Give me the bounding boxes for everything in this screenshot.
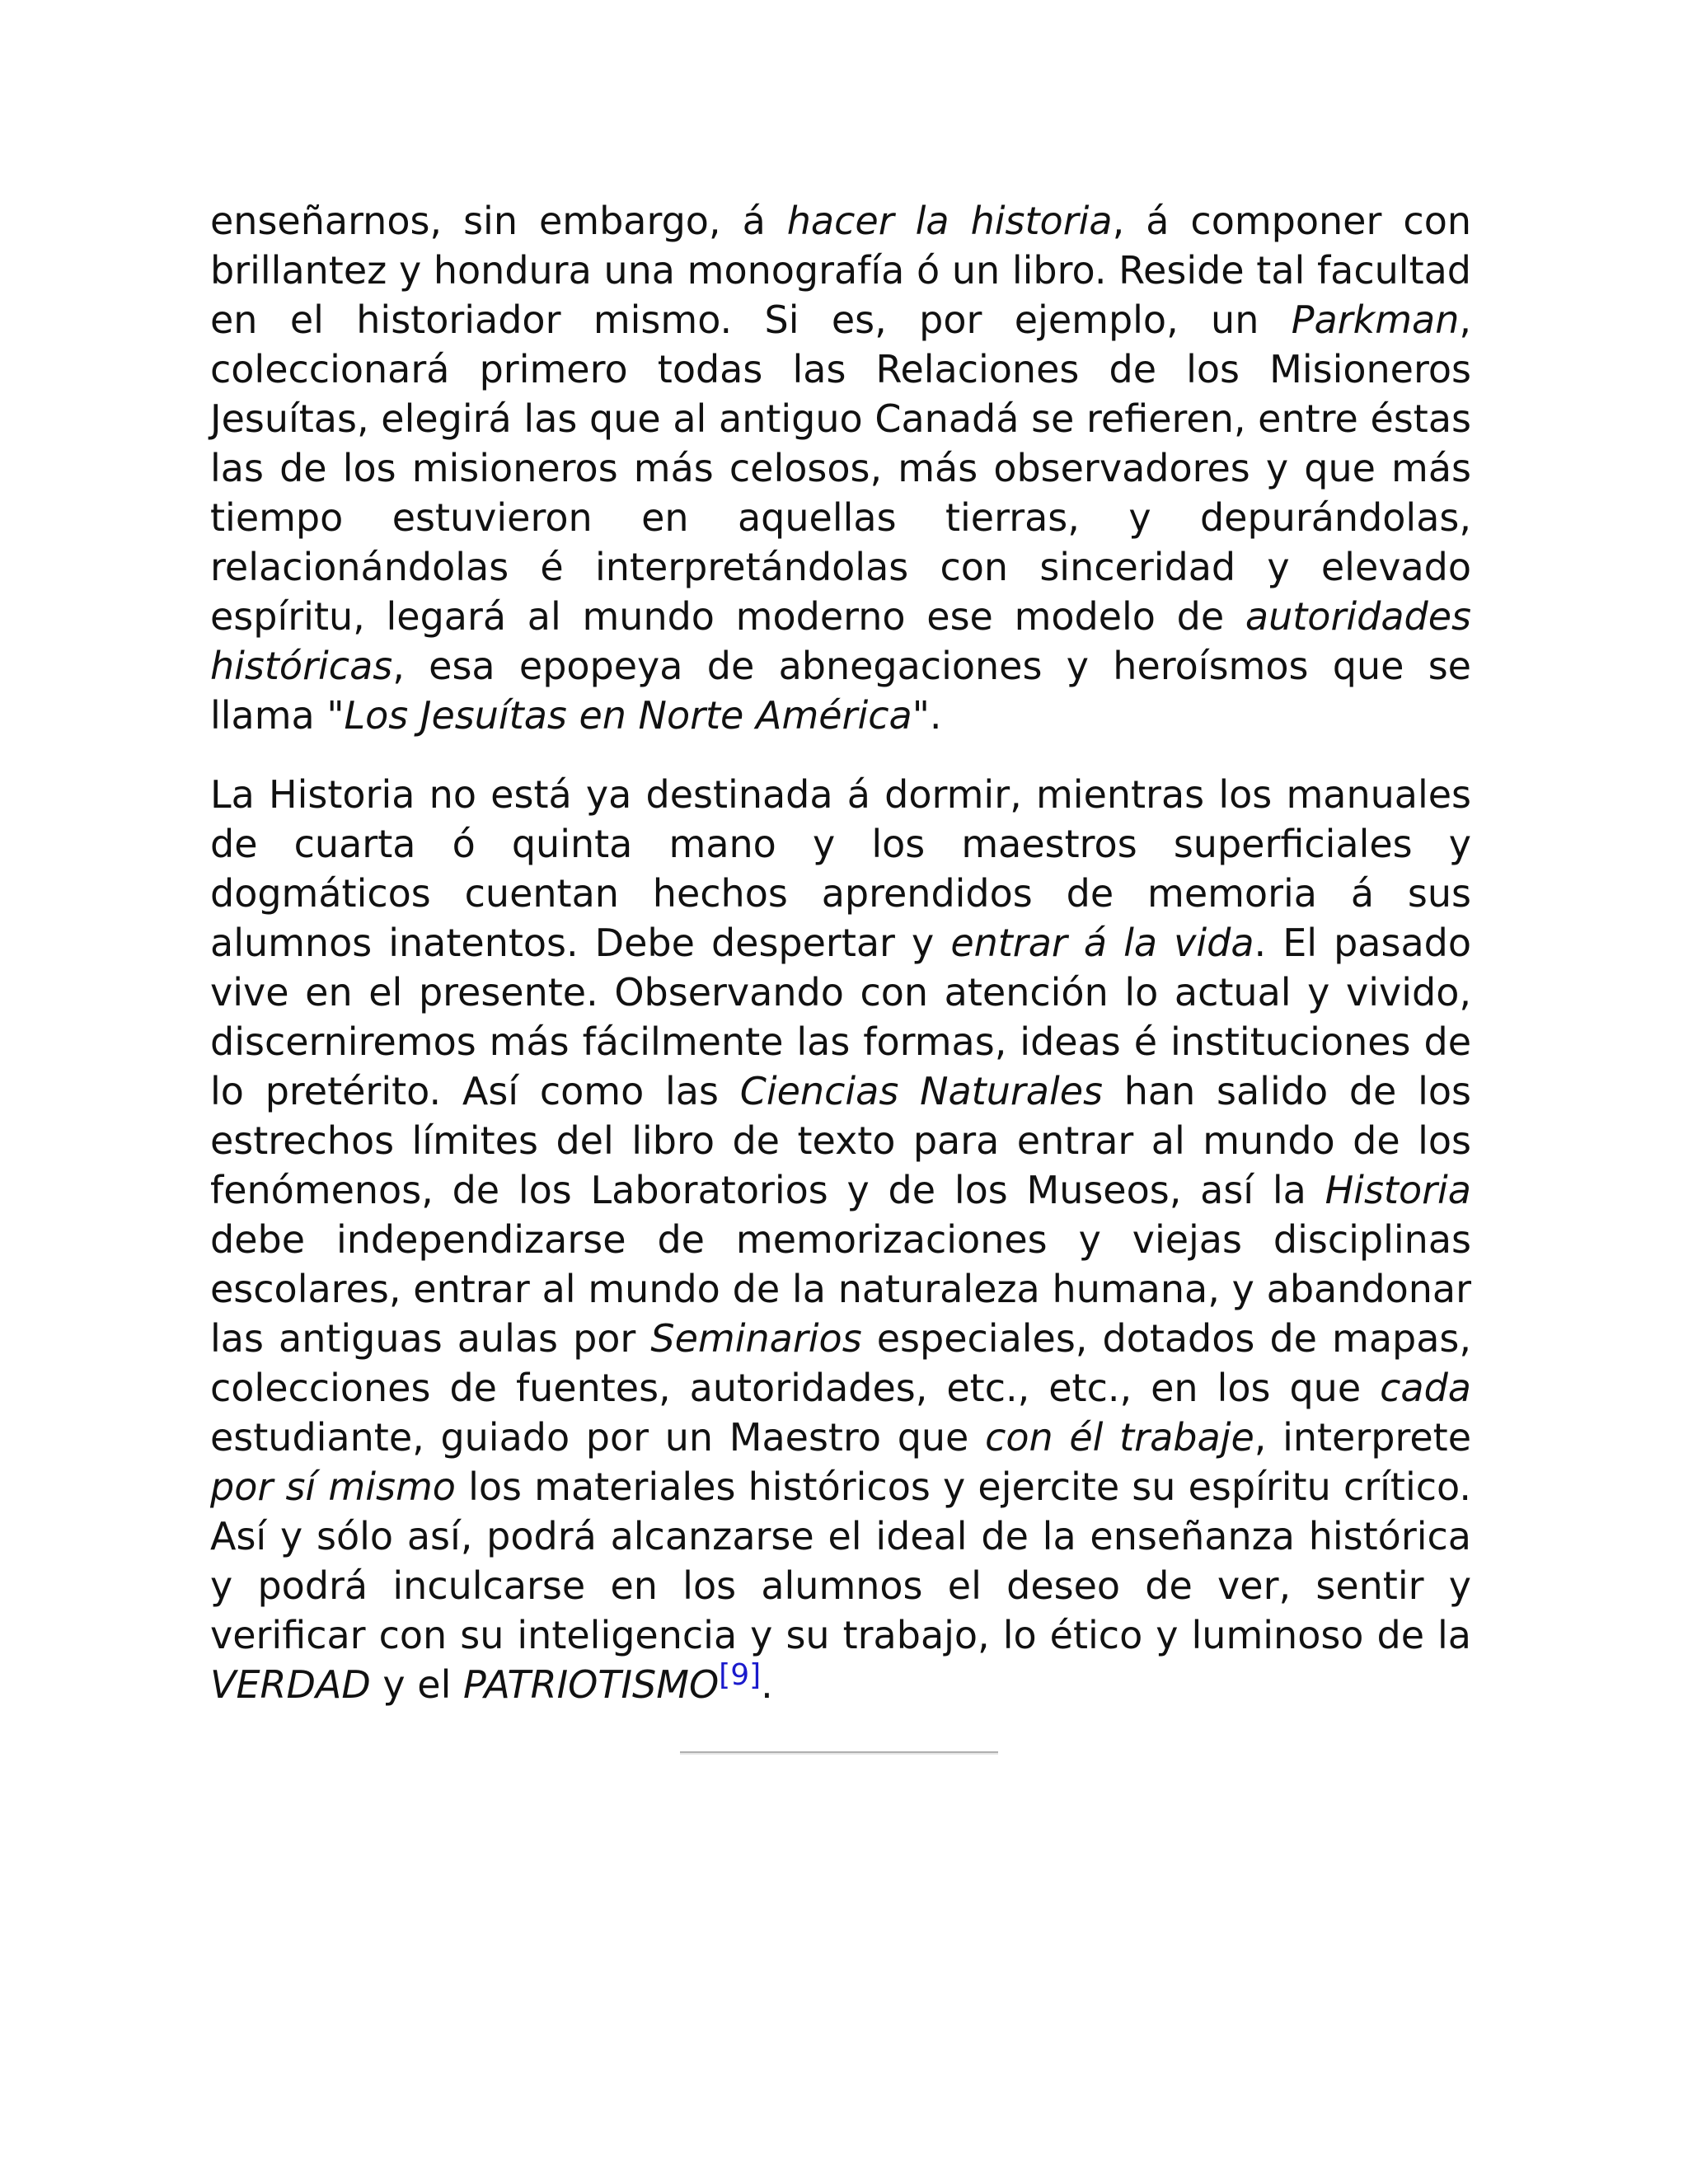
paragraph-2 <box>210 770 1471 1709</box>
paragraph-1-text-5: ". <box>912 693 942 738</box>
paragraph-1-italic-2: Parkman <box>1291 298 1460 342</box>
paragraph-1-text-2: , á componer con brillantez y hondura una monografía ó un libro. Reside tal facultad en el historiador mismo. Si es, por ejemplo, un <box>210 199 1471 342</box>
document-body <box>210 196 1471 1739</box>
paragraph-2-italic-1: entrar á la vida <box>950 921 1254 965</box>
paragraph-1-text-4: , esa epopeya de abnegaciones y heroísmos que se llama " <box>210 644 1471 738</box>
paragraph-2-text-1: La Historia no está ya destinada á dormir, mientras los manuales de cuarta ó quinta mano y los maestros superficiales y dogmáticos cuentan hechos aprendidos de memoria á sus alumnos inatentos. Debe despertar y <box>210 772 1471 965</box>
paragraph-2-text-4: debe independizarse de memorizaciones y viejas disciplinas escolares, entrar al mundo de la naturaleza humana, y abandonar las antiguas aulas por <box>210 1217 1471 1361</box>
paragraph-2-text-5: especiales, dotados de mapas, colecciones de fuentes, autoridades, etc., etc., en los que <box>210 1316 1471 1410</box>
paragraph-2-italic-7: por sí mismo <box>210 1465 456 1509</box>
footnote-link-9[interactable]: [9] <box>719 1658 762 1692</box>
paragraph-1-italic-4: Los Jesuítas en Norte América <box>344 693 912 738</box>
paragraph-2-italic-3: Historia <box>1325 1168 1471 1212</box>
paragraph-2-text-6: estudiante, guiado por un Maestro que <box>210 1415 986 1460</box>
section-divider <box>680 1751 998 1755</box>
paragraph-2-text-9: y el <box>370 1662 463 1707</box>
paragraph-1-italic-1: hacer la historia <box>786 199 1113 243</box>
paragraph-2-text-7: , interprete <box>1254 1415 1471 1460</box>
paragraph-1 <box>210 196 1471 740</box>
paragraph-2-text-8: los materiales históricos y ejercite su espíritu crítico. Así y sólo así, podrá alcanzarse el ideal de la enseñanza histórica y podrá inculcarse en los alumnos el deseo de ver, sentir y verificar con su inteligencia y su trabajo, lo ético y luminoso de la <box>210 1465 1471 1657</box>
paragraph-2-italic-4: Seminarios <box>650 1316 862 1361</box>
paragraph-2-italic-6: con él trabaje <box>985 1415 1254 1460</box>
paragraph-1-italic-3: autoridades históricas <box>210 594 1471 688</box>
paragraph-1-text-1: enseñarnos, sin embargo, á <box>210 199 787 243</box>
paragraph-1-text-3: , coleccionará primero todas las Relaciones de los Misioneros Jesuítas, elegirá las que al antiguo Canadá se refieren, entre éstas las de los misioneros más celosos, más observadores y que más tiempo estuvieron en aquellas tierras, y depurándolas, relacionándolas é interpretándolas con sinceridad y elevado espíritu, legará al mundo moderno ese modelo de <box>210 298 1471 639</box>
paragraph-2-italic-5: cada <box>1380 1366 1471 1410</box>
paragraph-2-italic-2: Ciencias Naturales <box>739 1069 1103 1113</box>
paragraph-2-italic-8: VERDAD <box>210 1662 371 1707</box>
paragraph-2-text-10: . <box>761 1662 773 1707</box>
paragraph-2-text-3: han salido de los estrechos límites del libro de texto para entrar al mundo de los fenómenos, de los Laboratorios y de los Museos, así la <box>210 1069 1472 1212</box>
paragraph-2-text-2: . El pasado vive en el presente. Observando con atención lo actual y vivido, discerniremos más fácilmente las formas, ideas é instituciones de lo pretérito. Así como las <box>210 921 1471 1113</box>
paragraph-2-italic-9: PATRIOTISMO <box>462 1662 720 1707</box>
